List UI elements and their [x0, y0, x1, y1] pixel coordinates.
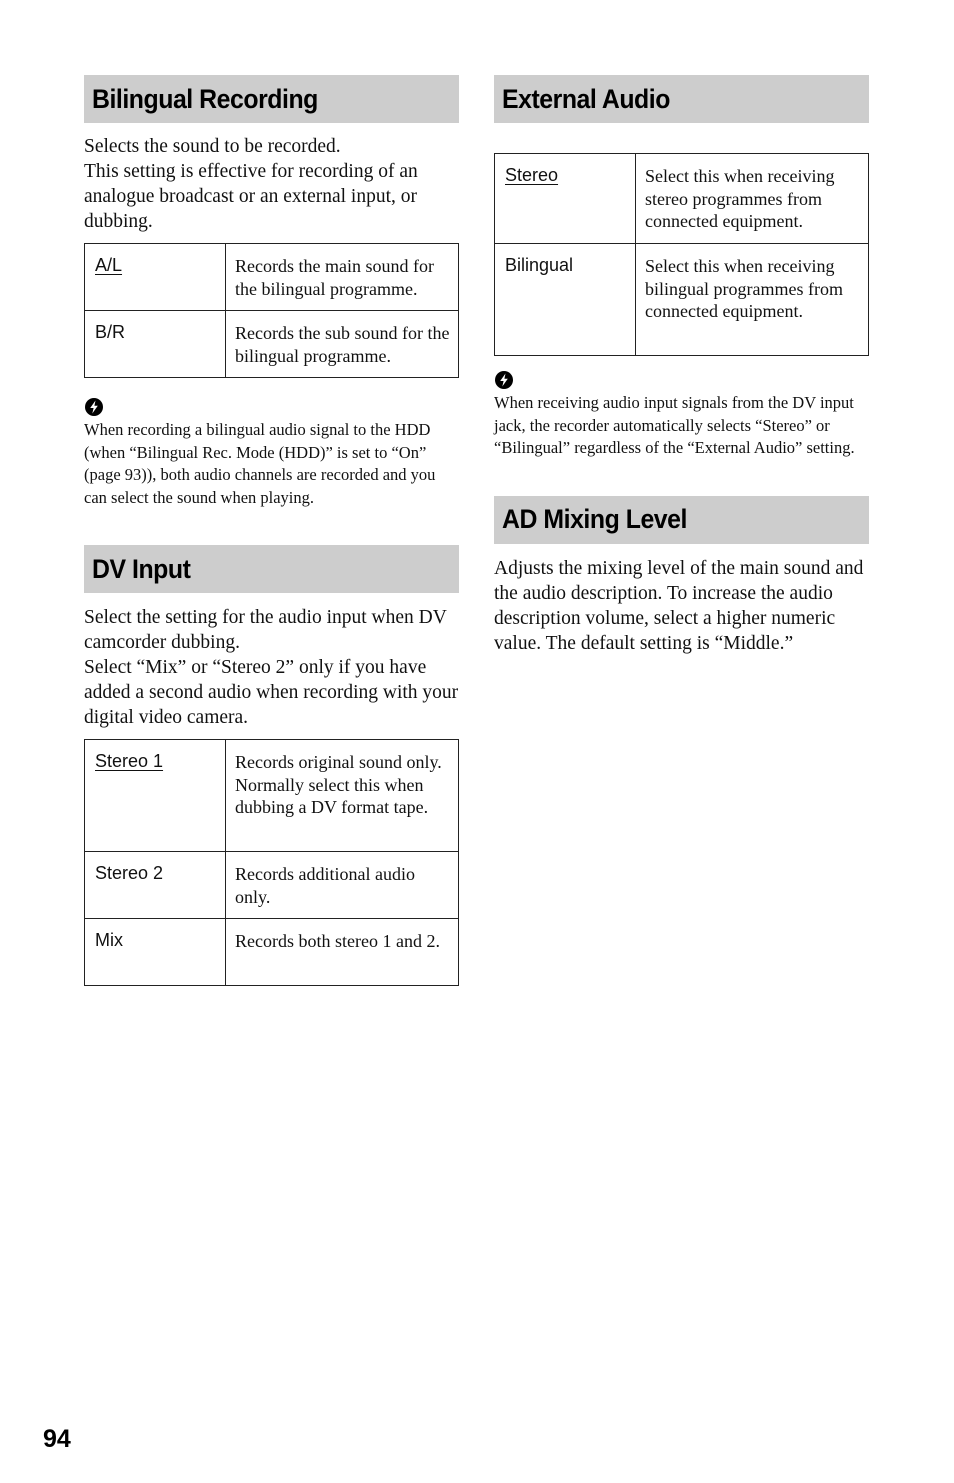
- option-key: A/L: [85, 244, 226, 311]
- right-column: [494, 75, 869, 656]
- table-row: [495, 154, 869, 244]
- bilingual-recording-description: Selects the sound to be recorded. This setting is effective for recording of an analogue broadcast or an external input, or dubbing.: [84, 136, 418, 232]
- table-row: [85, 740, 459, 852]
- section-heading-ad-mixing-level: AD Mixing Level: [494, 496, 869, 544]
- table-row: [85, 244, 459, 311]
- note-text: When receiving audio input signals from the DV input jack, the recorder automatically selects “Stereo” or “Bilingual” regardless of the “External Audio” setting.: [494, 393, 855, 457]
- option-description: Records the main sound for the bilingual programme.: [226, 244, 459, 311]
- table-row: [495, 244, 869, 356]
- option-key: B/R: [85, 311, 226, 378]
- section-heading-bilingual-recording: Bilingual Recording: [84, 75, 459, 123]
- option-description: Records original sound only. Normally select this when dubbing a DV format tape.: [226, 740, 459, 852]
- option-description: Records additional audio only.: [226, 852, 459, 919]
- hint-icon: [84, 397, 104, 417]
- option-key: Bilingual: [495, 244, 636, 356]
- left-column: [84, 75, 459, 986]
- table-row: [85, 852, 459, 919]
- section-heading-dv-input: DV Input: [84, 545, 459, 593]
- dv-input-description: Select the setting for the audio input when DV camcorder dubbing. Select “Mix” or “Stereo 2” only if you have added a second audio when recording with your digital video camera.: [84, 607, 459, 728]
- option-key: Stereo: [495, 154, 636, 244]
- external-audio-options-table: [494, 153, 869, 356]
- hint-icon: [494, 370, 514, 390]
- option-description: Records both stereo 1 and 2.: [226, 919, 459, 986]
- option-key: Stereo 1: [85, 740, 226, 852]
- ad-mixing-level-description: Adjusts the mixing level of the main sound and the audio description. To increase the audio description volume, select a higher numeric value. The default setting is “Middle.”: [494, 557, 864, 654]
- page-number: 94: [43, 1425, 71, 1453]
- bilingual-recording-options-table: [84, 243, 459, 378]
- option-key: Mix: [85, 919, 226, 986]
- note-text: When recording a bilingual audio signal to the HDD (when “Bilingual Rec. Mode (HDD)” is set to “On” (page 93)), both audio channels are recorded and you can select the sound when playing.: [84, 420, 436, 507]
- option-description: Select this when receiving stereo programmes from connected equipment.: [636, 154, 869, 244]
- table-row: [85, 919, 459, 986]
- option-description: Records the sub sound for the bilingual programme.: [226, 311, 459, 378]
- option-description: Select this when receiving bilingual programmes from connected equipment.: [636, 244, 869, 356]
- external-audio-note: [494, 370, 869, 460]
- section-heading-external-audio: External Audio: [494, 75, 869, 123]
- bilingual-recording-note: [84, 397, 459, 509]
- table-row: [85, 311, 459, 378]
- option-key: Stereo 2: [85, 852, 226, 919]
- dv-input-options-table: [84, 739, 459, 986]
